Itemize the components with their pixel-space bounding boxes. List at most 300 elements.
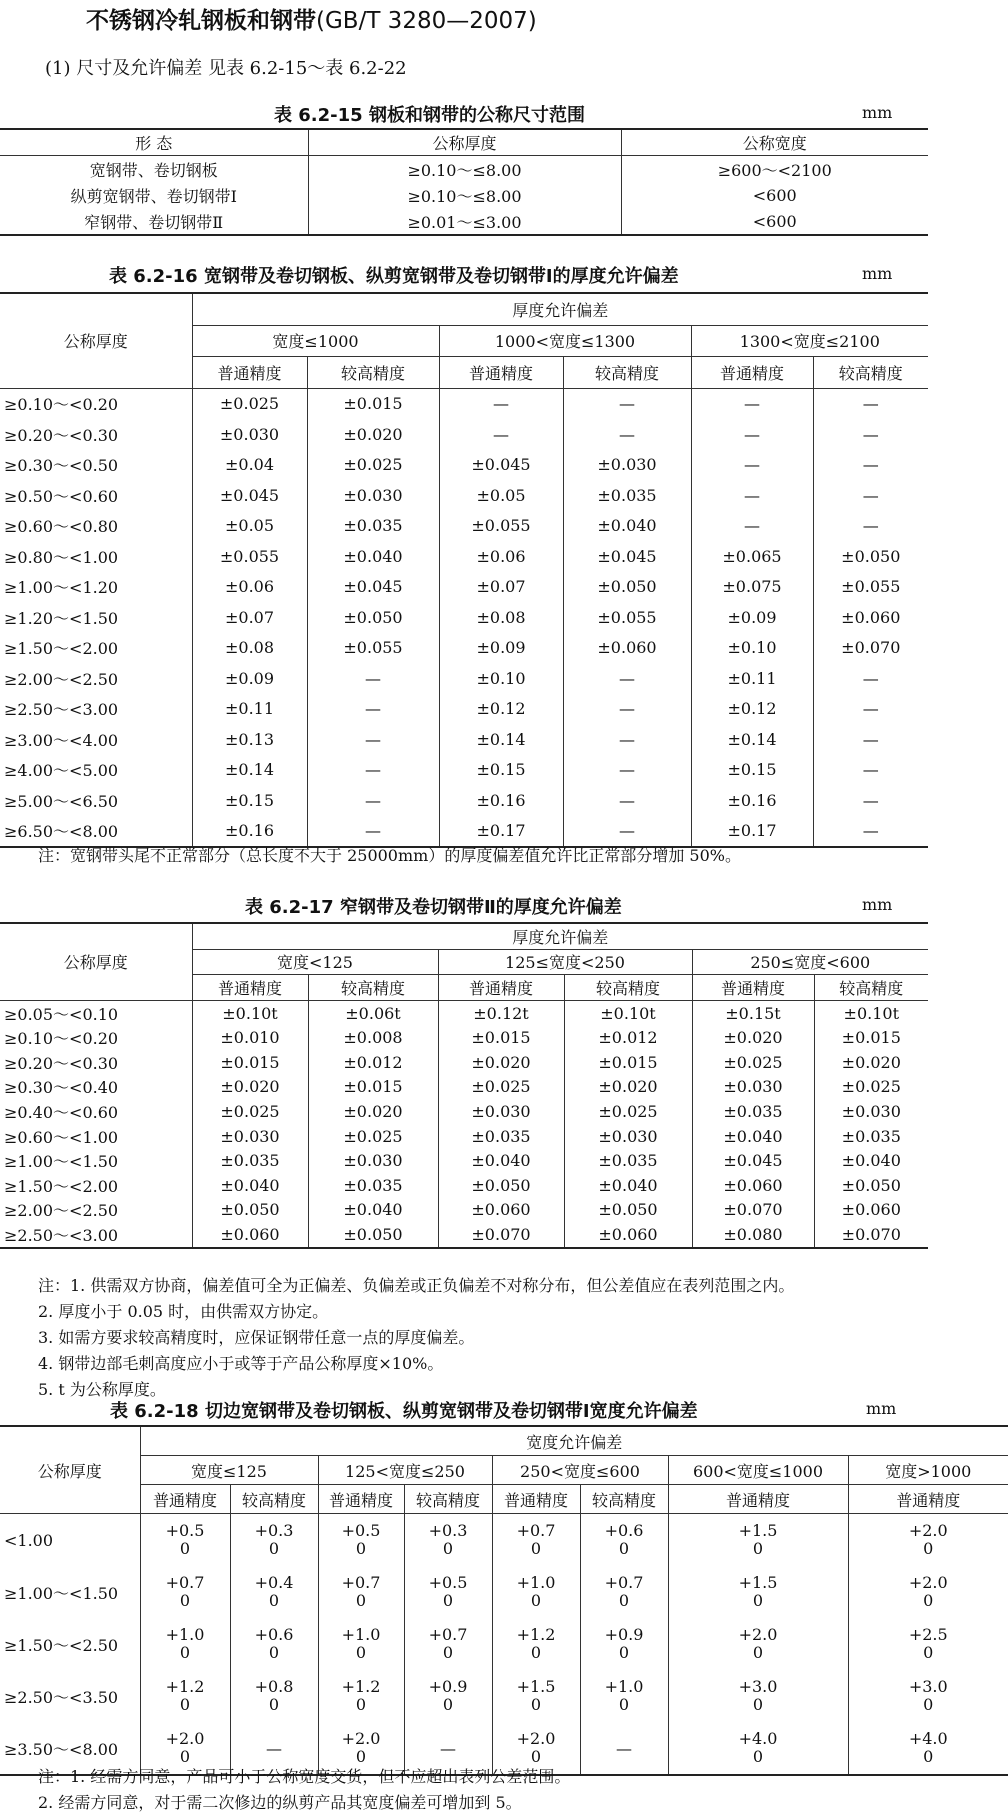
- t16-value-cell: ±0.045: [192, 480, 307, 511]
- table-15-row: [0, 208, 928, 235]
- t16-value-cell: ±0.055: [439, 511, 563, 542]
- t18-value-cell: [230, 1566, 318, 1618]
- t17-value-cell: ±0.080: [692, 1222, 814, 1248]
- t17-thickness-header: 公称厚度: [0, 923, 192, 1000]
- t17-value-cell: ±0.015: [438, 1025, 564, 1050]
- t18-upper-value: +4.0: [908, 1729, 948, 1748]
- t18-tolerance-pair: [605, 1522, 644, 1558]
- table-16: [0, 292, 928, 848]
- t18-grade-header: 普通精度: [318, 1485, 404, 1514]
- table-15-header-cell: 公称厚度: [308, 129, 621, 156]
- t18-tolerance-pair: [739, 1678, 778, 1714]
- t18-upper-value: +1.0: [604, 1677, 644, 1696]
- t16-value-cell: —: [563, 816, 691, 848]
- t17-value-cell: ±0.025: [814, 1075, 928, 1100]
- t16-value-cell: —: [563, 419, 691, 450]
- t18-value-cell: [140, 1618, 230, 1670]
- t16-value-cell: —: [439, 419, 563, 450]
- t17-value-cell: ±0.025: [692, 1050, 814, 1075]
- t18-lower-value: 0: [355, 1695, 367, 1714]
- t17-thickness-cell: ≥1.00～<1.50: [0, 1148, 192, 1173]
- t18-lower-value: 0: [530, 1591, 542, 1610]
- t18-tolerance-pair: [909, 1626, 948, 1662]
- t18-row: [0, 1618, 1008, 1670]
- t18-value-cell: [404, 1514, 492, 1567]
- t18-upper-value: +2.0: [908, 1521, 948, 1540]
- t18-upper-value: +1.0: [516, 1573, 556, 1592]
- t17-row: [0, 1050, 928, 1075]
- t17-value-cell: ±0.060: [564, 1222, 692, 1248]
- t16-value-cell: —: [691, 419, 813, 450]
- t17-width-header: 125≤宽度<250: [438, 949, 692, 975]
- t18-value-cell: [140, 1566, 230, 1618]
- t18-tolerance-pair: [342, 1522, 381, 1558]
- t18-tolerance-pair: [605, 1678, 644, 1714]
- t18-tolerance-pair: [255, 1574, 294, 1610]
- t16-value-cell: ±0.030: [192, 419, 307, 450]
- t17-value-cell: ±0.025: [438, 1075, 564, 1100]
- t17-header-row: [0, 923, 928, 949]
- t16-value-cell: —: [813, 816, 928, 848]
- t18-tolerance-pair: [166, 1626, 205, 1662]
- t18-value-cell: [580, 1722, 668, 1775]
- t16-value-cell: —: [691, 388, 813, 419]
- table-15-cell: ≥0.10～≤8.00: [308, 182, 621, 208]
- t18-value-cell: [492, 1514, 580, 1567]
- t18-value-cell: [848, 1566, 1008, 1618]
- t17-value-cell: ±0.070: [814, 1222, 928, 1248]
- t18-tolerance-pair: [166, 1522, 205, 1558]
- t17-value-cell: ±0.030: [438, 1099, 564, 1124]
- t18-upper-value: +2.0: [516, 1729, 556, 1748]
- t16-value-cell: —: [563, 663, 691, 694]
- table-17-note-line: 2. 厚度小于 0.05 时，由供需双方协定。: [38, 1302, 329, 1321]
- t16-value-cell: ±0.10: [691, 633, 813, 664]
- t16-value-cell: ±0.06: [192, 572, 307, 603]
- t18-lower-value: 0: [923, 1539, 934, 1558]
- t17-value-cell: ±0.035: [438, 1124, 564, 1149]
- t17-value-cell: ±0.020: [692, 1025, 814, 1050]
- t18-tolerance-pair: [255, 1626, 294, 1662]
- t18-value-cell: [230, 1514, 318, 1567]
- table-15-cell: 宽钢带、卷切钢板: [0, 156, 308, 183]
- t18-lower-value: 0: [268, 1643, 280, 1662]
- t18-tolerance-pair: [517, 1522, 556, 1558]
- t18-upper-value: +0.9: [428, 1677, 468, 1696]
- t16-value-cell: ±0.045: [563, 541, 691, 572]
- t17-thickness-cell: ≥0.40～<0.60: [0, 1099, 192, 1124]
- t18-upper-value: +0.6: [254, 1625, 294, 1644]
- t17-value-cell: ±0.025: [192, 1099, 308, 1124]
- t16-grade-header: 普通精度: [192, 357, 307, 389]
- table-15-header-row: [0, 129, 928, 156]
- t18-value-cell: [318, 1670, 404, 1722]
- t18-lower-value: 0: [442, 1643, 454, 1662]
- t16-value-cell: —: [813, 663, 928, 694]
- t18-tolerance-pair: [166, 1678, 205, 1714]
- table-17-note-line: 注：1. 供需双方协商，偏差值可全为正偏差、负偏差或正负偏差不对称分布，但公差值应在表列范围之内。: [38, 1276, 795, 1295]
- t18-lower-value: 0: [923, 1643, 934, 1662]
- t18-upper-value: +1.0: [165, 1625, 205, 1644]
- t16-value-cell: ±0.07: [439, 572, 563, 603]
- t17-value-cell: ±0.040: [692, 1124, 814, 1149]
- t17-value-cell: ±0.020: [564, 1075, 692, 1100]
- t16-value-cell: —: [307, 724, 439, 755]
- t18-upper-value: —: [616, 1738, 632, 1758]
- t18-upper-value: +0.5: [341, 1521, 381, 1540]
- t16-value-cell: ±0.045: [439, 450, 563, 481]
- t16-value-cell: ±0.16: [691, 785, 813, 816]
- t18-upper-value: +2.0: [341, 1729, 381, 1748]
- standard-code: (GB/T 3280—2007): [316, 8, 537, 34]
- t16-thickness-cell: ≥0.60～<0.80: [0, 511, 192, 542]
- t17-value-cell: ±0.040: [814, 1148, 928, 1173]
- t18-header-row: [0, 1426, 1008, 1456]
- t16-value-cell: ±0.030: [563, 450, 691, 481]
- t16-value-cell: ±0.15: [691, 755, 813, 786]
- t16-row: [0, 511, 928, 542]
- t16-width-header: 1000<宽度≤1300: [439, 325, 691, 357]
- t18-upper-value: +1.5: [738, 1521, 778, 1540]
- t18-tolerance-pair: [266, 1740, 282, 1758]
- t18-grade-header: 较高精度: [230, 1485, 318, 1514]
- t18-lower-value: 0: [752, 1643, 764, 1662]
- t16-thickness-cell: ≥5.00～<6.50: [0, 785, 192, 816]
- t18-width-row: [0, 1456, 1008, 1485]
- t17-grade-header: 较高精度: [308, 975, 438, 1001]
- t16-value-cell: ±0.050: [813, 541, 928, 572]
- table-15-cell: ≥0.10～≤8.00: [308, 156, 621, 183]
- t17-thickness-cell: ≥0.05～<0.10: [0, 1000, 192, 1025]
- t18-tolerance-pair: [616, 1740, 632, 1758]
- t16-row: [0, 785, 928, 816]
- t16-grade-header: 较高精度: [563, 357, 691, 389]
- table-15-header-cell: 公称宽度: [621, 129, 928, 156]
- t16-value-cell: ±0.15: [439, 755, 563, 786]
- t18-value-cell: [140, 1514, 230, 1567]
- t18-lower-value: 0: [752, 1539, 764, 1558]
- table-15-cell: 纵剪宽钢带、卷切钢带Ⅰ: [0, 182, 308, 208]
- t16-value-cell: ±0.04: [192, 450, 307, 481]
- t16-value-cell: ±0.015: [307, 388, 439, 419]
- table-15-row: [0, 182, 928, 208]
- title-text: 不锈钢冷轧钢板和钢带: [86, 8, 316, 34]
- t18-width-header: 250<宽度≤600: [492, 1456, 668, 1485]
- t16-thickness-cell: ≥1.20～<1.50: [0, 602, 192, 633]
- t18-upper-value: +0.4: [254, 1573, 294, 1592]
- t16-thickness-header: 公称厚度: [0, 293, 192, 388]
- t17-grade-header: 较高精度: [814, 975, 928, 1001]
- t17-value-cell: ±0.015: [564, 1050, 692, 1075]
- t16-value-cell: ±0.055: [813, 572, 928, 603]
- t16-value-cell: ±0.17: [691, 816, 813, 848]
- t18-grade-row: [0, 1485, 1008, 1514]
- t18-row: [0, 1566, 1008, 1618]
- t16-thickness-cell: ≥0.10～<0.20: [0, 388, 192, 419]
- t17-thickness-cell: ≥0.30～<0.40: [0, 1075, 192, 1100]
- t16-value-cell: —: [307, 663, 439, 694]
- t17-value-cell: ±0.050: [564, 1198, 692, 1223]
- t18-grade-header: 普通精度: [492, 1485, 580, 1514]
- table-18-note-line: 注：1. 经需方同意，产品可小于公称宽度交货，但不应超出表列公差范围。: [38, 1767, 571, 1786]
- table-18-unit: mm: [866, 1399, 897, 1418]
- t18-grade-header: 较高精度: [404, 1485, 492, 1514]
- t18-value-cell: [848, 1670, 1008, 1722]
- t17-grade-header: 较高精度: [564, 975, 692, 1001]
- t17-row: [0, 1222, 928, 1248]
- t16-value-cell: —: [813, 511, 928, 542]
- t16-value-cell: ±0.025: [192, 388, 307, 419]
- t17-thickness-cell: ≥0.10～<0.20: [0, 1025, 192, 1050]
- t17-value-cell: ±0.040: [564, 1173, 692, 1198]
- t18-upper-value: +4.0: [738, 1729, 778, 1748]
- t16-row: [0, 633, 928, 664]
- t16-value-cell: —: [563, 388, 691, 419]
- t18-tolerance-pair: [429, 1626, 468, 1662]
- t18-value-cell: [230, 1670, 318, 1722]
- t16-value-cell: ±0.020: [307, 419, 439, 450]
- t18-tolerance-pair: [605, 1626, 644, 1662]
- t17-value-cell: ±0.010: [192, 1025, 308, 1050]
- t17-value-cell: ±0.035: [308, 1173, 438, 1198]
- t16-value-cell: ±0.09: [192, 663, 307, 694]
- t16-value-cell: —: [813, 388, 928, 419]
- t18-width-header: 125<宽度≤250: [318, 1456, 492, 1485]
- t16-value-cell: ±0.05: [192, 511, 307, 542]
- t18-grade-header: 普通精度: [848, 1485, 1008, 1514]
- t16-thickness-cell: ≥2.50～<3.00: [0, 694, 192, 725]
- t16-value-cell: ±0.070: [813, 633, 928, 664]
- t18-upper-value: +0.6: [604, 1521, 644, 1540]
- t16-value-cell: —: [813, 724, 928, 755]
- t18-upper-value: +1.5: [516, 1677, 556, 1696]
- t16-value-cell: ±0.055: [563, 602, 691, 633]
- t18-row: [0, 1670, 1008, 1722]
- t16-value-cell: —: [691, 511, 813, 542]
- t18-lower-value: 0: [179, 1591, 191, 1610]
- t16-value-cell: —: [563, 724, 691, 755]
- t16-value-cell: ±0.10: [439, 663, 563, 694]
- t17-value-cell: ±0.040: [438, 1148, 564, 1173]
- t18-tolerance-pair: [739, 1574, 778, 1610]
- table-16-unit: mm: [862, 264, 893, 283]
- t16-value-cell: ±0.13: [192, 724, 307, 755]
- t16-value-cell: ±0.05: [439, 480, 563, 511]
- t18-tolerance-pair: [429, 1522, 468, 1558]
- t17-value-cell: ±0.020: [438, 1050, 564, 1075]
- t17-thickness-cell: ≥2.00～<2.50: [0, 1198, 192, 1223]
- t16-width-header: 1300<宽度≤2100: [691, 325, 928, 357]
- t18-value-cell: [668, 1514, 848, 1567]
- t18-lower-value: 0: [752, 1747, 764, 1766]
- t17-value-cell: ±0.020: [308, 1099, 438, 1124]
- t18-lower-value: 0: [355, 1539, 367, 1558]
- table-18: [0, 1425, 1008, 1776]
- table-16-caption: 表 6.2-16 宽钢带及卷切钢板、纵剪宽钢带及卷切钢带Ⅰ的厚度允许偏差: [109, 266, 679, 287]
- t16-thickness-cell: ≥0.30～<0.50: [0, 450, 192, 481]
- t16-grade-header: 较高精度: [307, 357, 439, 389]
- t18-value-cell: [848, 1514, 1008, 1567]
- t18-upper-value: +0.3: [428, 1521, 468, 1540]
- t18-value-cell: [230, 1618, 318, 1670]
- t18-lower-value: 0: [923, 1591, 934, 1610]
- t17-value-cell: ±0.070: [692, 1198, 814, 1223]
- t18-value-cell: [140, 1670, 230, 1722]
- t18-tolerance-pair: [166, 1730, 205, 1766]
- table-17-unit: mm: [862, 895, 893, 914]
- t17-value-cell: ±0.008: [308, 1025, 438, 1050]
- t18-lower-value: 0: [442, 1591, 454, 1610]
- t16-value-cell: —: [813, 450, 928, 481]
- t17-row: [0, 1148, 928, 1173]
- t18-value-cell: [318, 1618, 404, 1670]
- t18-thickness-cell: ≥1.00～<1.50: [0, 1566, 140, 1618]
- t18-tolerance-pair: [909, 1522, 948, 1558]
- t16-value-cell: —: [813, 755, 928, 786]
- t17-grade-header: 普通精度: [192, 975, 308, 1001]
- t16-row: [0, 755, 928, 786]
- t18-upper-value: +2.0: [165, 1729, 205, 1748]
- t18-value-cell: [404, 1566, 492, 1618]
- t18-tolerance-pair: [255, 1678, 294, 1714]
- t16-row: [0, 572, 928, 603]
- table-15-unit: mm: [862, 103, 893, 122]
- t16-grade-header: 较高精度: [813, 357, 928, 389]
- t16-value-cell: ±0.055: [307, 633, 439, 664]
- t18-tolerance-pair: [517, 1626, 556, 1662]
- t16-value-cell: ±0.025: [307, 450, 439, 481]
- t18-value-cell: [580, 1618, 668, 1670]
- t16-value-cell: ±0.14: [691, 724, 813, 755]
- t17-value-cell: ±0.012: [308, 1050, 438, 1075]
- page-title: [86, 2, 537, 35]
- t17-value-cell: ±0.030: [814, 1099, 928, 1124]
- t16-value-cell: —: [307, 755, 439, 786]
- t18-lower-value: 0: [179, 1643, 191, 1662]
- t18-lower-value: 0: [442, 1695, 454, 1714]
- t16-value-cell: ±0.16: [439, 785, 563, 816]
- t17-value-cell: ±0.10t: [564, 1000, 692, 1025]
- t16-value-cell: —: [813, 480, 928, 511]
- t18-tolerance-header: 宽度允许偏差: [140, 1426, 1008, 1456]
- t16-value-cell: —: [691, 480, 813, 511]
- t17-value-cell: ±0.060: [692, 1173, 814, 1198]
- t18-lower-value: 0: [179, 1695, 191, 1714]
- t16-value-cell: ±0.16: [192, 816, 307, 848]
- t16-value-cell: ±0.07: [192, 602, 307, 633]
- t18-lower-value: 0: [752, 1695, 764, 1714]
- t18-value-cell: [580, 1566, 668, 1618]
- t16-value-cell: ±0.065: [691, 541, 813, 572]
- t16-value-cell: ±0.06: [439, 541, 563, 572]
- t18-tolerance-pair: [255, 1522, 294, 1558]
- t17-row: [0, 1173, 928, 1198]
- table-15-cell: ≥0.01～≤3.00: [308, 208, 621, 235]
- t16-value-cell: ±0.09: [439, 633, 563, 664]
- t18-value-cell: [404, 1618, 492, 1670]
- t18-upper-value: +0.7: [516, 1521, 556, 1540]
- t18-value-cell: [404, 1670, 492, 1722]
- t16-value-cell: ±0.045: [307, 572, 439, 603]
- t16-value-cell: ±0.17: [439, 816, 563, 848]
- t18-lower-value: 0: [618, 1695, 630, 1714]
- t16-thickness-cell: ≥4.00～<5.00: [0, 755, 192, 786]
- t16-row: [0, 388, 928, 419]
- t17-row: [0, 1025, 928, 1050]
- t16-value-cell: ±0.11: [691, 663, 813, 694]
- t16-value-cell: ±0.09: [691, 602, 813, 633]
- t16-row: [0, 450, 928, 481]
- t16-header-row: [0, 293, 928, 325]
- t16-value-cell: ±0.12: [439, 694, 563, 725]
- t18-lower-value: 0: [179, 1747, 191, 1766]
- table-15: [0, 128, 928, 236]
- t17-row: [0, 1000, 928, 1025]
- t18-lower-value: 0: [530, 1539, 542, 1558]
- t17-value-cell: ±0.030: [692, 1075, 814, 1100]
- t18-lower-value: 0: [268, 1539, 280, 1558]
- t17-value-cell: ±0.050: [192, 1198, 308, 1223]
- t18-tolerance-pair: [166, 1574, 205, 1610]
- t16-row: [0, 724, 928, 755]
- t18-upper-value: +0.8: [254, 1677, 294, 1696]
- t18-value-cell: [492, 1670, 580, 1722]
- t18-value-cell: [848, 1618, 1008, 1670]
- t18-tolerance-pair: [517, 1574, 556, 1610]
- t16-thickness-cell: ≥1.50～<2.00: [0, 633, 192, 664]
- t16-value-cell: —: [813, 785, 928, 816]
- t18-upper-value: +2.0: [908, 1573, 948, 1592]
- table-18-caption: 表 6.2-18 切边宽钢带及卷切钢板、纵剪宽钢带及卷切钢带Ⅰ宽度允许偏差: [110, 1401, 698, 1422]
- t16-grade-header: 普通精度: [439, 357, 563, 389]
- t17-value-cell: ±0.030: [192, 1124, 308, 1149]
- t18-value-cell: [668, 1722, 848, 1775]
- t18-tolerance-pair: [909, 1574, 948, 1610]
- t17-value-cell: ±0.030: [564, 1124, 692, 1149]
- t18-lower-value: 0: [355, 1747, 367, 1766]
- t18-value-cell: [318, 1514, 404, 1567]
- t18-lower-value: 0: [618, 1643, 630, 1662]
- table-18-note-line: 2. 经需方同意，对于需二次修边的纵剪产品其宽度偏差可增加到 5。: [38, 1793, 522, 1812]
- t18-upper-value: —: [440, 1738, 456, 1758]
- t16-value-cell: ±0.15: [192, 785, 307, 816]
- table-15-cell: 窄钢带、卷切钢带Ⅱ: [0, 208, 308, 235]
- t18-upper-value: +0.3: [254, 1521, 294, 1540]
- t16-row: [0, 541, 928, 572]
- t18-upper-value: +1.5: [738, 1573, 778, 1592]
- t17-value-cell: ±0.060: [192, 1222, 308, 1248]
- t18-upper-value: +3.0: [738, 1677, 778, 1696]
- t17-width-header: 宽度<125: [192, 949, 438, 975]
- t17-value-cell: ±0.060: [438, 1198, 564, 1223]
- t18-value-cell: [580, 1514, 668, 1567]
- t18-lower-value: 0: [618, 1591, 630, 1610]
- table-17-note-line: 4. 钢带边部毛刺高度应小于或等于产品公称厚度×10%。: [38, 1354, 444, 1373]
- t18-upper-value: +0.7: [604, 1573, 644, 1592]
- t17-value-cell: ±0.050: [308, 1222, 438, 1248]
- t17-value-cell: ±0.050: [814, 1173, 928, 1198]
- t18-upper-value: +0.7: [165, 1573, 205, 1592]
- t18-width-header: 600<宽度≤1000: [668, 1456, 848, 1485]
- table-17-caption: 表 6.2-17 窄钢带及卷切钢带Ⅱ的厚度允许偏差: [245, 897, 622, 918]
- t17-value-cell: ±0.035: [692, 1099, 814, 1124]
- t17-thickness-cell: ≥2.50～<3.00: [0, 1222, 192, 1248]
- t18-lower-value: 0: [530, 1747, 542, 1766]
- t18-tolerance-pair: [605, 1574, 644, 1610]
- t18-value-cell: [668, 1670, 848, 1722]
- t18-value-cell: [580, 1670, 668, 1722]
- t18-tolerance-pair: [739, 1730, 778, 1766]
